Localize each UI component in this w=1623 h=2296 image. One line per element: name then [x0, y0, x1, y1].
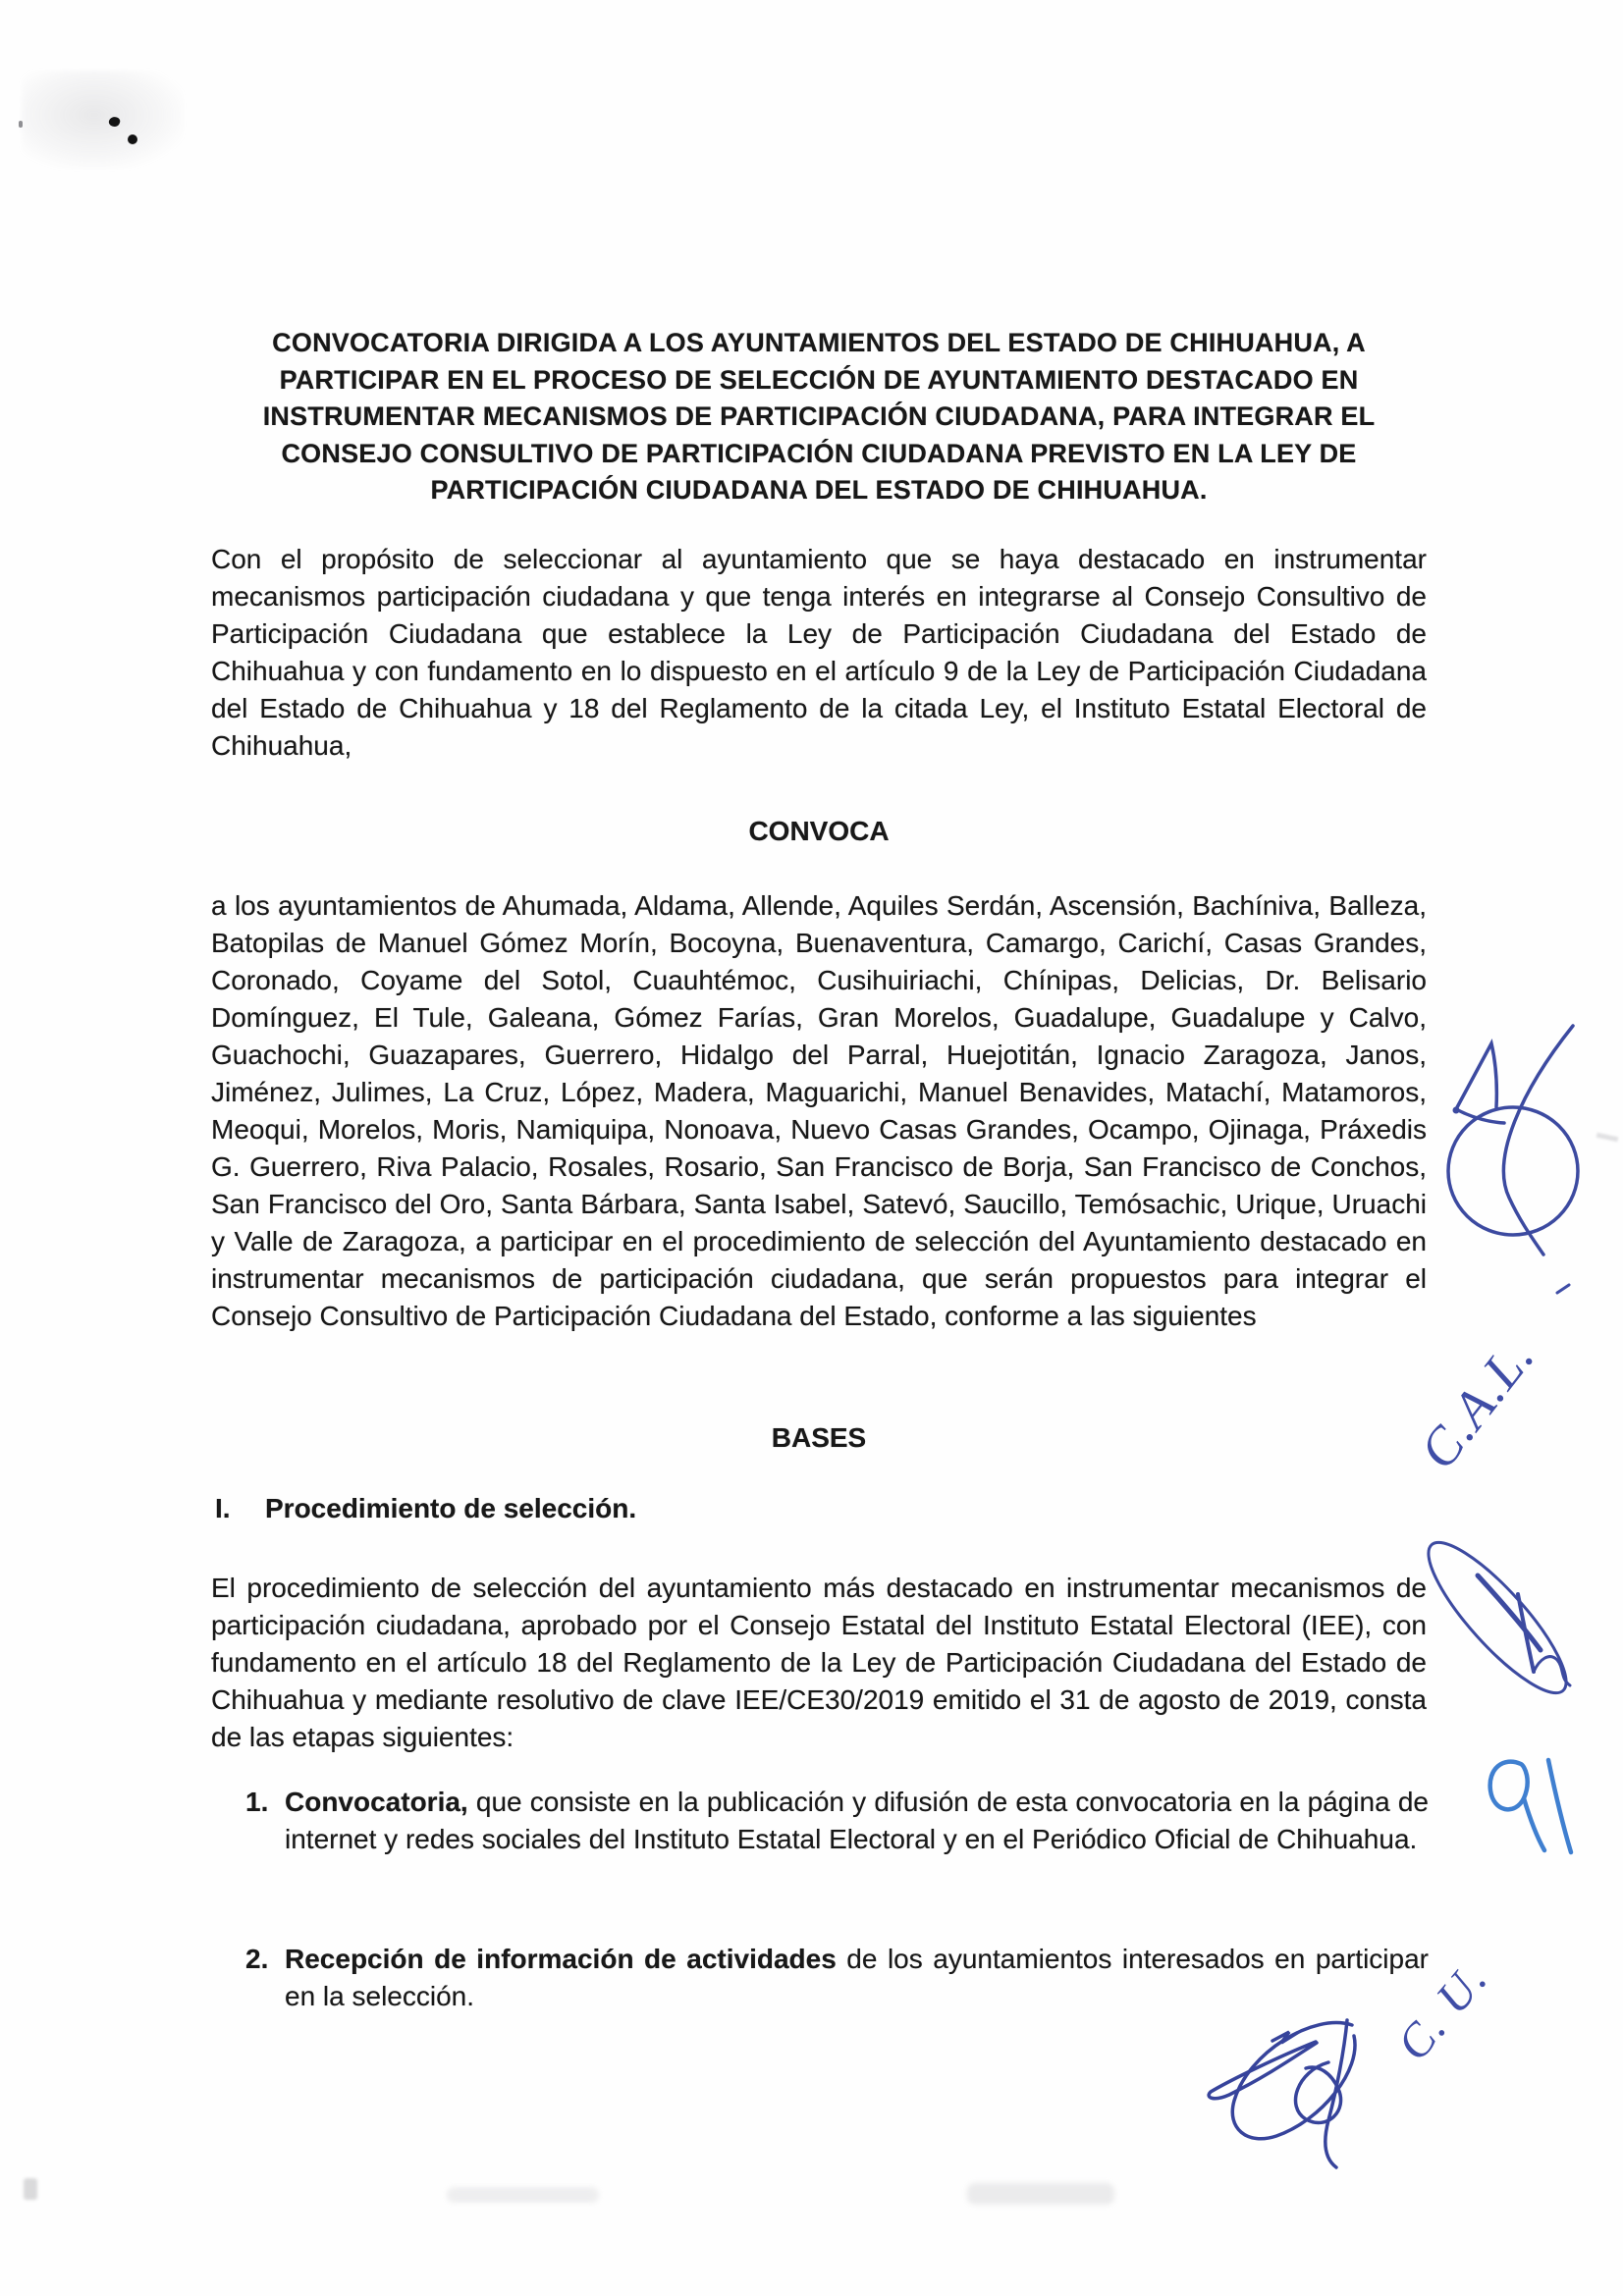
document-title: [211, 325, 1427, 509]
convoca-heading: CONVOCA: [748, 816, 890, 846]
list-item-number: 1.: [245, 1787, 269, 1817]
initials-text: C.A.L.: [1408, 1326, 1546, 1480]
section-number: I.: [215, 1493, 231, 1523]
ink-speck: [128, 134, 137, 144]
scan-smudge-bottom: [447, 2187, 599, 2203]
ink-speck: [108, 116, 122, 129]
signature: [1209, 2020, 1355, 2167]
pen-mark-crossed-circle: [1448, 1026, 1578, 1255]
section-title: Procedimiento de selección.: [265, 1493, 637, 1523]
procedure-paragraph: El procedimiento de selección del ayuntamiento más destacado en instrumentar mecanismos de participación ciudadana, aprobado por el Consejo Estatal del Instituto Estatal Electoral (IEE), con fundamento en el artículo 18 del Reglamento de la Ley de Participación Ciudadana del Estado de Chihuahua y mediante resolutivo de clave IEE/CE30/2019 emitido el 31 de agosto de 2019, consta de las etapas siguientes:: [211, 1573, 1427, 1752]
scan-smudge-right: [1596, 1133, 1619, 1142]
pen-initials-upper: [1408, 1285, 1569, 1479]
section-heading: [215, 1490, 636, 1527]
title-line: CONVOCATORIA DIRIGIDA A LOS AYUNTAMIENTOS DEL ESTADO DE CHIHUAHUA, A: [272, 328, 1366, 357]
title-line: CONSEJO CONSULTIVO DE PARTICIPACIÓN CIUDADANA PREVISTO EN LA LEY DE: [281, 438, 1357, 468]
initials-text: C. U.: [1386, 1951, 1498, 2071]
list-item-text: [245, 1941, 1429, 2015]
list-item-text: [245, 1784, 1429, 1858]
scan-smudge-top-left: [22, 71, 184, 169]
list-item-lead: Recepción de información de actividades: [285, 1944, 837, 1974]
pen-mark-91: [1490, 1760, 1571, 1852]
municipalities-paragraph: a los ayuntamientos de Ahumada, Aldama, Allende, Aquiles Serdán, Ascensión, Bachíniva, Balleza, Batopilas de Manuel Gómez Morín, Bocoyna, Buenaventura, Camargo, Carichí, Casas Grandes, Coronado, Coyame del Sotol, Cuauhtémoc, Cusihuiriachi, Chínipas, Delicias, Dr. Belisario Domínguez, El Tule, Galeana, Gómez Farías, Gran Morelos, Guadalupe, Guadalupe y Calvo, Guachochi, Guazapares, Guerrero, Hidalgo del Parral, Huejotitán, Ignacio Zaragoza, Janos, Jiménez, Julimes, La Cruz, López, Madera, Maguarichi, Manuel Benavides, Matachí, Matamoros, Meoqui, Morelos, Moris, Namiquipa, Nonoava, Nuevo Casas Grandes, Ocampo, Ojinaga, Práxedis G. Guerrero, Riva Palacio, Rosales, Rosario, San Francisco de Borja, San Francisco de Conchos, San Francisco del Oro, Santa Bárbara, Santa Isabel, Satevó, Saucillo, Temósachic, Urique, Uruachi y Valle de Zaragoza, a participar en el procedimiento de selección del Ayuntamiento destacado en instrumentar mecanismos de participación ciudadana, que serán propuestos para integrar el Consejo Consultivo de Participación Ciudadana del Estado, conforme a las siguientes: [211, 890, 1427, 1331]
list-item-number: 2.: [245, 1944, 269, 1974]
title-line: PARTICIPACIÓN CIUDADANA DEL ESTADO DE CHIHUAHUA.: [430, 475, 1208, 505]
intro-paragraph: Con el propósito de seleccionar al ayuntamiento que se haya destacado en instrumentar mecanismos participación ciudadana y que tenga interés en integrarse al Consejo Consultivo de Participación Ciudadana que establece la Ley de Participación Ciudadana del Estado de Chihuahua y con fundamento en lo dispuesto en el artículo 9 de la Ley de Participación Ciudadana del Estado de Chihuahua y 18 del Reglamento de la citada Ley, el Instituto Estatal Electoral de Chihuahua,: [211, 544, 1427, 761]
bases-heading: BASES: [771, 1422, 867, 1453]
list-item-lead: Convocatoria,: [285, 1787, 468, 1817]
list-item-rest: que consiste en la publicación y difusión de esta convocatoria en la página de internet y redes sociales del Instituto Estatal Electoral y en el Periódico Oficial de Chihuahua.: [285, 1787, 1429, 1854]
list-item-rest: de los ayuntamientos interesados en participar en la selección.: [285, 1944, 1429, 2011]
scan-smudge-bottom-left: [24, 2178, 37, 2200]
title-line: PARTICIPAR EN EL PROCESO DE SELECCIÓN DE AYUNTAMIENTO DESTACADO EN: [279, 364, 1359, 395]
list-item-1: [245, 1784, 1429, 1858]
pen-mark-oval-flourish: [1411, 1526, 1583, 1709]
title-line: INSTRUMENTAR MECANISMOS DE PARTICIPACIÓN CIUDADANA, PARA INTEGRAR EL: [262, 401, 1376, 431]
list-item-2: [245, 1941, 1429, 2015]
scan-smudge-bottom: [967, 2183, 1114, 2205]
scan-speck: [19, 121, 23, 128]
